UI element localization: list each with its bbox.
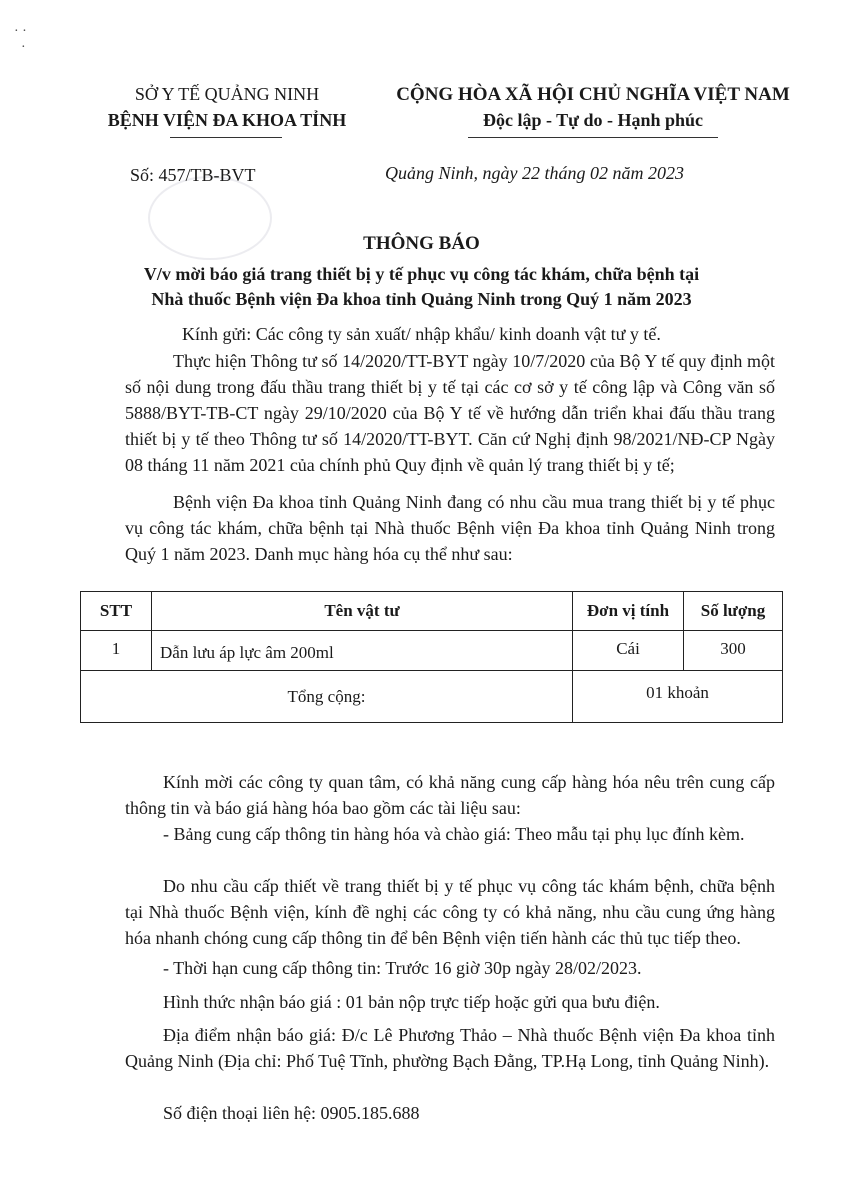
paragraph-phone: Số điện thoại liên hệ: 0905.185.688 [163,1103,420,1123]
paragraph-address: Địa điểm nhận báo giá: Đ/c Lê Phương Thảo – Nhà thuốc Bệnh viện Đa khoa tỉnh Quảng Ninh (Địa chỉ: Phố Tuệ Tĩnh, phường Bạch Đằng, TP.Hạ Long, tỉnh Quảng Ninh). [125,1025,775,1071]
table-row [81,631,783,671]
scan-speck: · · · [14,24,27,55]
document-date: Quảng Ninh, ngày 22 tháng 02 năm 2023 [385,163,684,183]
document-title: THÔNG BÁO [363,233,480,254]
subject-line-1: V/v mời báo giá trang thiết bị y tế phục vụ công tác khám, chữa bệnh tại [143,264,700,284]
paragraph-requirement: - Bảng cung cấp thông tin hàng hóa và chào giá: Theo mẫu tại phụ lục đính kèm. [163,824,745,844]
items-table [80,591,783,723]
table-total-row [81,671,783,723]
document-number: Số: 457/TB-BVT [130,165,256,185]
header-quantity: Số lượng [684,592,783,631]
cell-item-name: Dẫn lưu áp lực âm 200ml [152,631,573,671]
paragraph-urgent: Do nhu cầu cấp thiết về trang thiết bị y tế phục vụ công tác khám bệnh, chữa bệnh tại Nhà thuốc Bệnh viện, kính đề nghị các công ty có khả năng, nhu cầu cung ứng hàng hóa nhanh chóng cung cấp thông tin để bên Bệnh viện tiến hành các thủ tục tiếp theo. [125,876,775,948]
subject-line-2: Nhà thuốc Bệnh viện Đa khoa tỉnh Quảng Ninh trong Quý 1 năm 2023 [151,289,692,309]
paragraph-legal-basis: Thực hiện Thông tư số 14/2020/TT-BYT ngày 10/7/2020 của Bộ Y tế quy định một số nội dung trong đấu thầu trang thiết bị y tế tại các cơ sở y tế công lập và Công văn số 5888/BYT-TB-CT ngày 29/10/2020 của Bộ Y tế về hướng dẫn triển khai đấu thầu trang thiết bị y tế theo Thông tư số 14/2020/TT-BYT. Căn cứ Nghị định 98/2021/NĐ-CP Ngày 08 tháng 11 năm 2021 của chính phủ Quy định về quản lý trang thiết bị y tế; [125,351,775,475]
paragraph-submission-form: Hình thức nhận báo giá : 01 bản nộp trực tiếp hoặc gửi qua bưu điện. [163,992,660,1012]
header-unit: Đơn vị tính [573,592,684,631]
department-name: SỞ Y TẾ QUẢNG NINH [134,84,320,104]
hospital-name: BỆNH VIỆN ĐA KHOA TỈNH [107,110,347,130]
cell-unit: Cái [573,631,684,671]
paragraph-deadline: - Thời hạn cung cấp thông tin: Trước 16 giờ 30p ngày 28/02/2023. [163,958,642,978]
paragraph-invitation: Kính mời các công ty quan tâm, có khả năng cung cấp hàng hóa nêu trên cung cấp thông tin và báo giá hàng hóa bao gồm các tài liệu sau: [125,772,775,818]
header-divider-left [170,137,282,138]
cell-stt: 1 [81,631,152,671]
country-name: CỘNG HÒA XÃ HỘI CHỦ NGHĨA VIỆT NAM [396,84,790,105]
table-header-row [81,592,783,631]
cell-quantity: 300 [684,631,783,671]
total-label: Tổng cộng: [81,671,573,723]
greeting: Kính gửi: Các công ty sản xuất/ nhập khẩu/ kinh doanh vật tư y tế. [182,324,661,344]
paragraph-need: Bệnh viện Đa khoa tỉnh Quảng Ninh đang có nhu cầu mua trang thiết bị y tế phục vụ công tác khám, chữa bệnh tại Nhà thuốc Bệnh viện Đa khoa tỉnh Quảng Ninh trong Quý 1 năm 2023. Danh mục hàng hóa cụ thể như sau: [125,492,775,564]
motto: Độc lập - Tự do - Hạnh phúc [482,110,704,130]
header-stt: STT [81,592,152,631]
total-value: 01 khoản [573,671,783,723]
header-divider-right [468,137,718,138]
header-item-name: Tên vật tư [152,592,573,631]
